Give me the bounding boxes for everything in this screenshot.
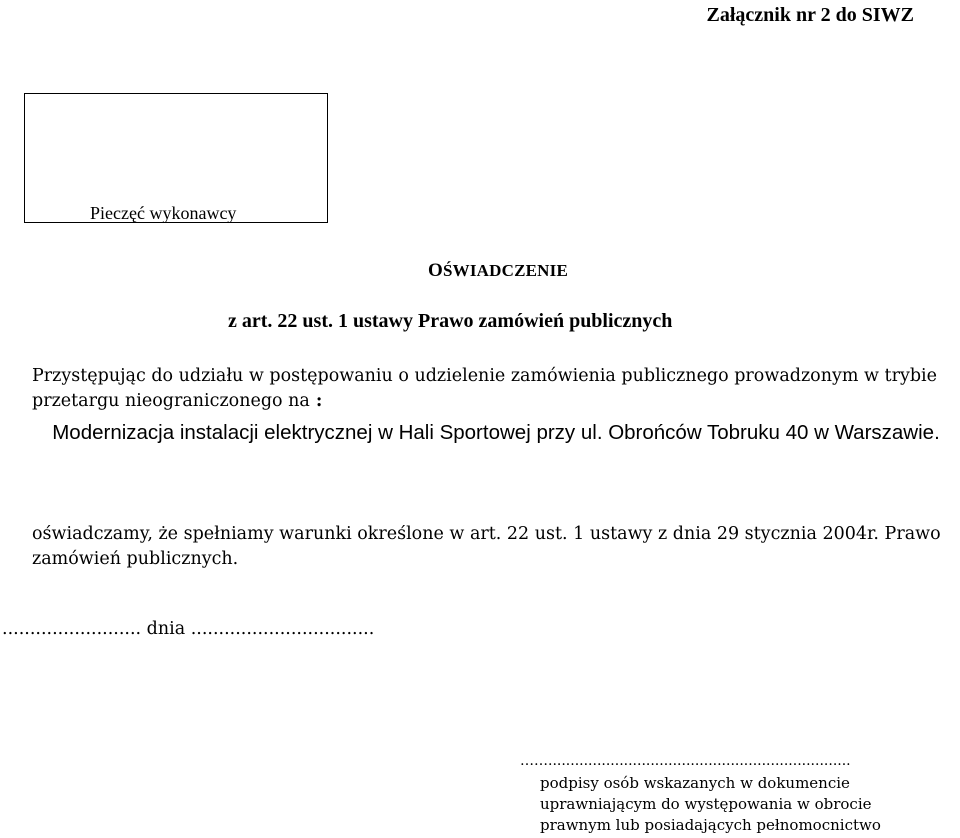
signature-caption-line: uprawniającym do występowania w obrocie [540, 795, 872, 813]
statement-paragraph: oświadczamy, że spełniamy warunki określone w art. 22 ust. 1 ustawy z dnia 29 stycznia 2004r. Prawo zamówień publicznych. [32, 524, 941, 569]
intro-text: Przystępując do udziału w postępowaniu o udzielenie zamówienia publicznego prowadzonym w trybie przetargu nieograniczonego na [32, 366, 938, 411]
signature-caption-line: prawnym lub posiadających pełnomocnictwo [540, 816, 881, 834]
intro-paragraph [32, 364, 957, 414]
intro-colon: : [309, 391, 323, 411]
document-subheading: z art. 22 ust. 1 ustawy Prawo zamówień publicznych [228, 310, 673, 332]
signature-line: …….................................................................... [520, 753, 851, 769]
signature-caption [540, 773, 920, 836]
stamp-label: Pieczęć wykonawcy [90, 203, 237, 223]
annex-title: Załącznik nr 2 do SIWZ [706, 4, 914, 26]
heading-initial: O [428, 260, 443, 281]
project-title: Modernizacja instalacji elektrycznej w Hali Sportowej przy ul. Obrońców Tobruku 40 w Warszawie. [52, 421, 940, 444]
place-date-line: ......................... dnia ................................. [2, 619, 375, 639]
document-heading [428, 260, 568, 282]
heading-rest: ŚWIADCZENIE [442, 261, 568, 280]
signature-caption-line: podpisy osób wskazanych w dokumencie [540, 774, 850, 792]
